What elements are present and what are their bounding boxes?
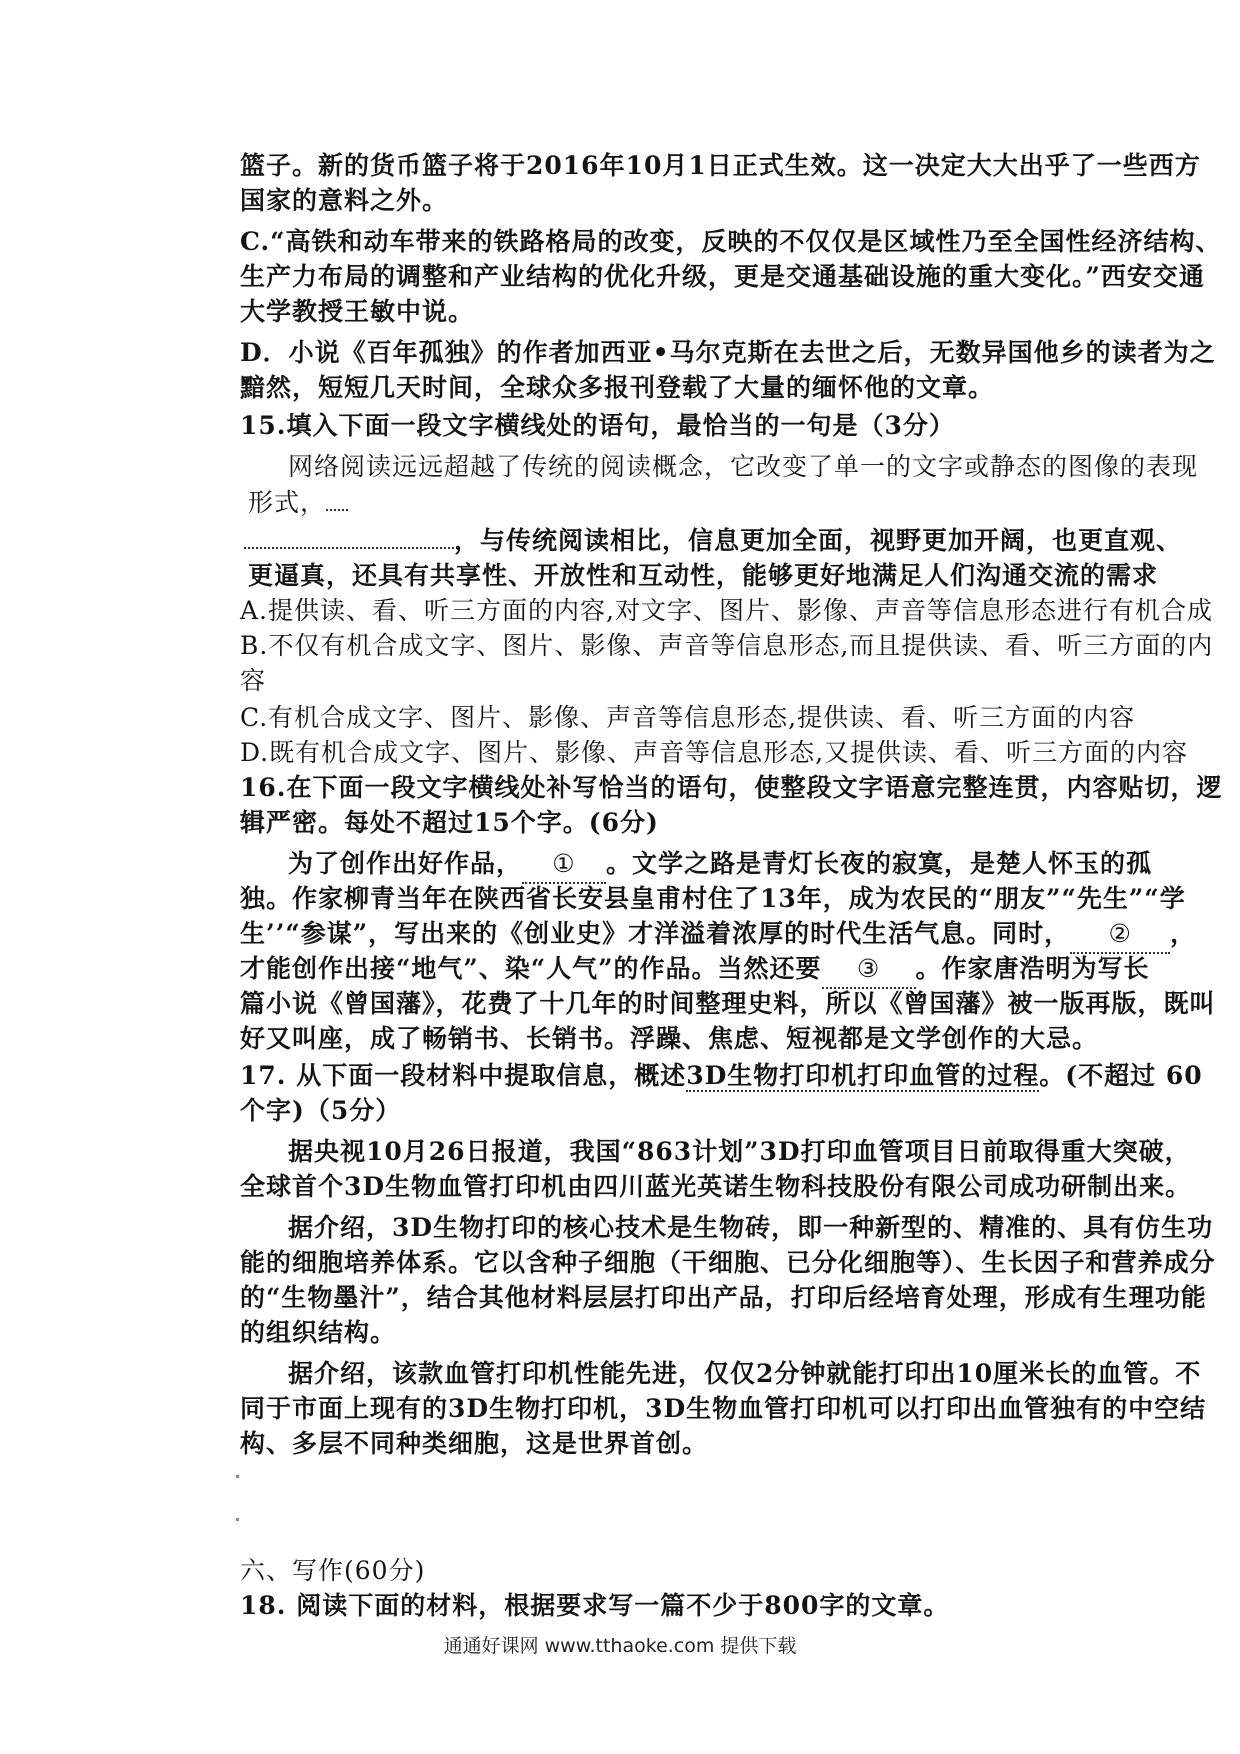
passage-text: ， xyxy=(1170,919,1197,948)
emphasized-text: 3D生物打印机打印血管的过程 xyxy=(686,1061,1040,1090)
passage-text: 才能创作出接“地气”、染“人气”的作品。当然还要 xyxy=(240,954,822,983)
prompt-text: 17. 从下面一段材料中提取信息，概述 xyxy=(240,1061,687,1090)
option-a: A.提供读、看、听三方面的内容,对文字、图片、影像、声音等信息形态进行有机合成 xyxy=(240,596,1213,625)
passage-line: 网络阅读远远超越了传统的阅读概念，它改变了单一的文字或静态的图像的表现 xyxy=(288,452,1199,481)
scan-speck xyxy=(236,1518,239,1521)
option-b: B.不仅有机合成文字、图片、影像、声音等信息形态,而且提供读、看、听三方面的内 xyxy=(240,631,1214,660)
passage-line: 更逼真，还具有共享性、开放性和互动性，能够更好地满足人们沟通交流的需求 xyxy=(248,561,1159,590)
material-line: 能的细胞培养体系。它以含种子细胞（干细胞、已分化细胞等）、生长因子和营养成分 xyxy=(240,1248,1216,1277)
passage-text: 。作家唐浩明为写长 xyxy=(915,954,1150,983)
option-d: D.既有机合成文字、图片、影像、声音等信息形态,又提供读、看、听三方面的内容 xyxy=(240,738,1189,767)
option-c: C.“高铁和动车带来的铁路格局的改变，反映的不仅仅是区域性乃至全国性经济结构、 xyxy=(240,227,1222,256)
text-line: 生产力布局的调整和产业结构的优化升级，更是交通基础设施的重大变化。”西安交通 xyxy=(240,262,1205,291)
option-d: D．小说《百年孤独》的作者加西亚•马尔克斯在去世之后，无数异国他乡的读者为之 xyxy=(240,338,1216,367)
material-line: 的“生物墨汁”，结合其他材料层层打印出产品，打印后经培育处理，形成有生理功能 xyxy=(240,1283,1207,1312)
text-line: 黯然，短短几天时间，全球众多报刊登载了大量的缅怀他的文章。 xyxy=(240,373,995,402)
answer-blank xyxy=(326,509,348,511)
text-line: 国家的意料之外。 xyxy=(240,186,449,215)
answer-blank xyxy=(244,547,454,549)
section-heading: 六、写作(60分) xyxy=(240,1556,426,1585)
passage-line xyxy=(240,916,1196,954)
passage-line: 好又叫座，成了畅销书、长销书。浮躁、焦虑、短视都是文学创作的大忌。 xyxy=(240,1024,1099,1053)
question-15-prompt: 15.填入下面一段文字横线处的语句，最恰当的一句是（3分） xyxy=(240,411,955,440)
passage-text: 生’’“参谋”，写出来的《创业史》才洋溢着浓厚的时代生活气息。同时， xyxy=(240,919,1071,948)
option-c: C.有机合成文字、图片、影像、声音等信息形态,提供读、看、听三方面的内容 xyxy=(240,703,1136,732)
answer-blank-1: ① xyxy=(522,846,606,884)
page-footer: 通通好课网 www.tthaoke.com 提供下载 xyxy=(443,1635,797,1657)
material-line: 同于市面上现有的3D生物打印机，3D生物血管打印机可以打印出血管独有的中空结 xyxy=(240,1394,1207,1423)
material-line: 构、多层不同种类细胞，这是世界首创。 xyxy=(240,1429,709,1458)
answer-blank-3: ③ xyxy=(822,951,916,989)
passage-text: 形式， xyxy=(248,488,327,517)
material-line: 据介绍，3D生物打印的核心技术是生物砖，即一种新型的、精准的、具有仿生功 xyxy=(288,1213,1214,1242)
passage-text: ，与传统阅读相比，信息更加全面，视野更加开阔，也更直观、 xyxy=(454,526,1183,555)
text-line: 大学教授王敏中说。 xyxy=(240,297,475,326)
material-line: 据央视10月26日报道，我国“863计划”3D打印血管项目日前取得重大突破， xyxy=(288,1137,1191,1166)
passage-line xyxy=(288,846,1152,884)
prompt-text: 。(不超过 60 xyxy=(1039,1061,1203,1090)
passage-line xyxy=(240,951,1150,989)
passage-line xyxy=(244,523,1182,559)
material-line: 的组织结构。 xyxy=(240,1318,397,1347)
passage-text: 。文学之路是青灯长夜的寂寞，是楚人怀玉的孤 xyxy=(606,849,1153,878)
text-line: 篮子。新的货币篮子将于2016年10月1日正式生效。这一决定大大出乎了一些西方 xyxy=(240,151,1201,180)
question-18-prompt: 18. 阅读下面的材料，根据要求写一篇不少于800字的文章。 xyxy=(240,1591,950,1620)
answer-blank-2: ② xyxy=(1070,916,1170,954)
text-line: 辑严密。每处不超过15个字。(6分) xyxy=(240,808,659,837)
text-line: 个字)（5分） xyxy=(240,1096,402,1125)
scan-speck xyxy=(236,1475,239,1478)
option-b-cont: 容 xyxy=(240,666,267,695)
passage-text: 为了创作出好作品， xyxy=(288,849,523,878)
passage-line: 独。作家柳青当年在陕西省长安县皇甫村住了13年，成为农民的“朋友”“先生”“学 xyxy=(240,884,1186,913)
passage-line: 篇小说《曾国藩》，花费了十几年的时间整理史料，所以《曾国藩》被一版再版，既叫 xyxy=(240,989,1216,1018)
material-line: 据介绍，该款血管打印机性能先进，仅仅2分钟就能打印出10厘米长的血管。不 xyxy=(288,1359,1202,1388)
question-16-prompt: 16.在下面一段文字横线处补写恰当的语句，使整段文字语意完整连贯，内容贴切，逻 xyxy=(240,773,1223,802)
material-line: 全球首个3D生物血管打印机由四川蓝光英诺生物科技股份有限公司成功研制出来。 xyxy=(240,1172,1192,1201)
question-17-prompt xyxy=(240,1058,1203,1094)
passage-line xyxy=(248,485,348,521)
